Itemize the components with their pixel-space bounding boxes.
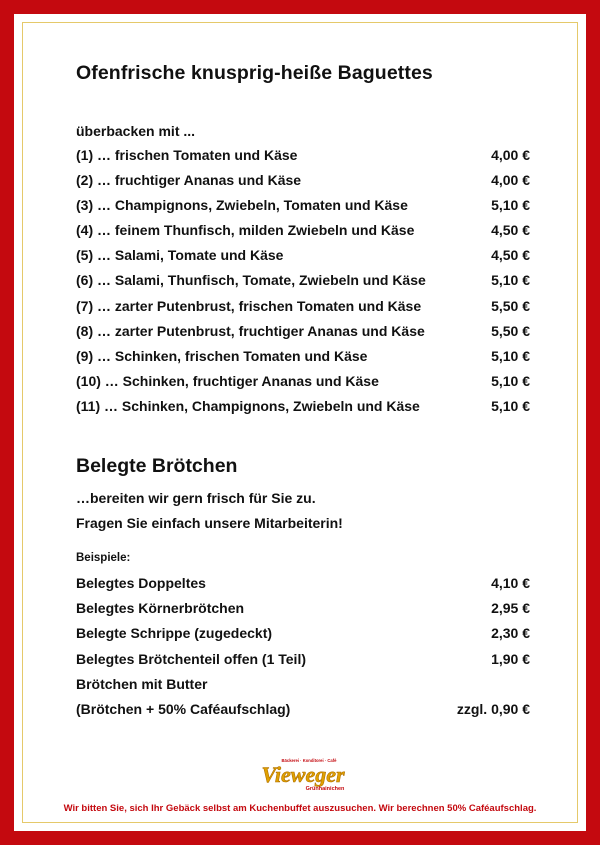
footer-note: Wir bitten Sie, sich Ihr Gebäck selbst am Kuchenbuffet auszusuchen. Wir berechnen 50% Caféaufschlag. [63,803,537,814]
baguette-item [76,222,530,242]
item-price: 4,50 € [491,222,530,238]
item-name: (2) … fruchtiger Ananas und Käse [76,172,302,188]
item-price: 5,10 € [491,373,530,389]
item-name: Brötchen mit Butter [76,676,208,692]
baguette-item [76,398,530,418]
logo-sub: Grünhainichen [305,786,345,792]
baguette-item [76,197,530,217]
item-price: 4,50 € [491,247,530,263]
item-name: (1) … frischen Tomaten und Käse [76,147,298,163]
vieweger-logo [251,756,355,794]
baguettes-intro: überbacken mit ... [76,123,196,139]
logo-brand: Vieweger [261,762,345,787]
item-price: 5,50 € [491,298,530,314]
item-name: (5) … Salami, Tomate und Käse [76,247,284,263]
broetchen-title: Belegte Brötchen [76,455,238,477]
item-price: 5,10 € [491,272,530,288]
baguette-item [76,272,530,292]
broetchen-line-1: …bereiten wir gern frisch für Sie zu. [76,490,316,506]
item-price: 1,90 € [491,651,530,667]
item-name: (11) … Schinken, Champignons, Zwiebeln und Käse [76,398,420,414]
item-name: Belegtes Körnerbrötchen [76,600,245,616]
item-price: 5,50 € [491,323,530,339]
item-price: 2,30 € [491,625,530,641]
broetchen-item [76,625,530,645]
broetchen-item [76,600,530,620]
logo-top-text: Bäckerei · Konditorei · Café [281,758,337,763]
item-price: 5,10 € [491,348,530,364]
item-name: Belegtes Doppeltes [76,575,206,591]
item-name: Belegte Schrippe (zugedeckt) [76,625,273,641]
item-price: zzgl. 0,90 € [456,701,530,717]
item-price: 5,10 € [491,197,530,213]
item-price: 4,00 € [491,172,530,188]
baguette-item [76,373,530,393]
item-price: 4,10 € [491,575,530,591]
baguettes-title: Ofenfrische knusprig-heiße Baguettes [76,62,433,84]
item-price: 2,95 € [491,600,530,616]
item-price: 4,00 € [491,147,530,163]
broetchen-line-2: Fragen Sie einfach unsere Mitarbeiterin! [76,515,343,531]
item-name: (4) … feinem Thunfisch, milden Zwiebeln und Käse [76,222,415,238]
item-name: (8) … zarter Putenbrust, fruchtiger Ananas und Käse [76,323,425,339]
examples-label: Beispiele: [76,552,131,564]
item-name: Belegtes Brötchenteil offen (1 Teil) [76,651,306,667]
baguette-item [76,298,530,318]
item-name: (7) … zarter Putenbrust, frischen Tomaten und Käse [76,298,422,314]
item-name: (3) … Champignons, Zwiebeln, Tomaten und Käse [76,197,408,213]
baguette-item [76,247,530,267]
butter-item [76,676,530,696]
broetchen-item [76,575,530,595]
item-name: (10) … Schinken, fruchtiger Ananas und Käse [76,373,379,389]
broetchen-item [76,651,530,671]
butter-item-detail [76,701,530,721]
item-name: (9) … Schinken, frischen Tomaten und Käse [76,348,368,364]
baguette-item [76,147,530,167]
item-note: (Brötchen + 50% Caféaufschlag) [76,701,291,717]
baguette-item [76,323,530,343]
baguette-item [76,172,530,192]
baguette-item [76,348,530,368]
item-name: (6) … Salami, Thunfisch, Tomate, Zwiebeln und Käse [76,272,426,288]
item-price: 5,10 € [491,398,530,414]
